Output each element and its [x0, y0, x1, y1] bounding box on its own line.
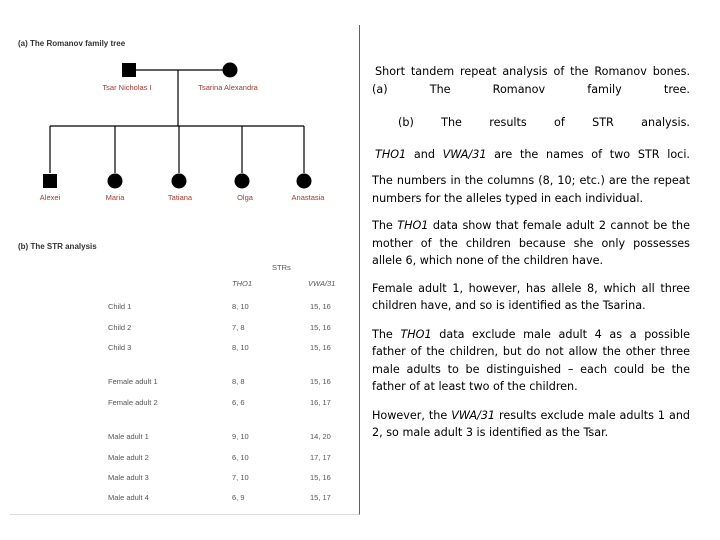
- col-header-vwa31: VWA/31: [308, 279, 336, 288]
- tho1-value: 8, 10: [232, 302, 249, 311]
- olga-symbol: [235, 174, 250, 189]
- vwa31-value: 15, 17: [310, 493, 331, 502]
- romanov-figure: [10, 25, 360, 515]
- caption-line-3: (b) The results of STR analysis.: [398, 116, 690, 129]
- male-adult-4-note: The THO1 data exclude male adult 4 as a possible father of the children, but do not allow the other three male adults to be distinguished – each could be the father of at least two of the children.: [372, 327, 690, 393]
- row-label: Child 2: [108, 323, 132, 332]
- anastasia-symbol: [297, 174, 312, 189]
- child-label-anastasia: Anastasia: [291, 193, 325, 202]
- vwa31-value: 15, 16: [310, 302, 331, 311]
- row-label: Female adult 1: [108, 377, 158, 386]
- child-label-olga: Olga: [237, 193, 253, 202]
- strs-label: STRs: [272, 263, 291, 272]
- row-label: Male adult 2: [108, 453, 149, 462]
- tho1-value: 8, 8: [232, 377, 245, 386]
- row-label: Male adult 3: [108, 473, 149, 482]
- vwa31-value: 15, 16: [310, 377, 331, 386]
- female-adult-1-note: Female adult 1, however, has allele 8, which all three children have, and so is identified as the Tsarina.: [372, 281, 690, 312]
- child-label-tatiana: Tatiana: [167, 193, 193, 202]
- tsar-label: Tsar Nicholas I: [102, 83, 152, 92]
- tho1-value: 6, 10: [232, 453, 249, 462]
- tatiana-symbol: [172, 174, 187, 189]
- tho1-value: 6, 6: [232, 398, 245, 407]
- tho1-value: 8, 10: [232, 343, 249, 352]
- tsar-identification-note: However, the VWA/31 results exclude male adults 1 and 2, so male adult 3 is identified as the Tsar.: [372, 408, 691, 439]
- tho1-value: 6, 9: [232, 493, 245, 502]
- tho1-value: 9, 10: [232, 432, 249, 441]
- child-label-maria: Maria: [105, 193, 125, 202]
- vwa31-value: 14, 20: [310, 432, 331, 441]
- row-label: Child 3: [108, 343, 132, 352]
- repeat-numbers-note: The numbers in the columns (8, 10; etc.) are the repeat numbers for the alleles typed in each individual.: [372, 174, 690, 205]
- col-header-tho1: THO1: [232, 279, 253, 288]
- row-label: Male adult 1: [108, 432, 149, 441]
- tsarina-symbol: [223, 63, 238, 78]
- female-adult-2-note: The THO1 data show that female adult 2 cannot be the mother of the children because she only possesses allele 6, which none of the children have.: [372, 219, 690, 267]
- vwa31-value: 15, 16: [310, 473, 331, 482]
- vwa31-value: 17, 17: [310, 453, 331, 462]
- row-label: Child 1: [108, 302, 132, 311]
- tsar-symbol: [122, 63, 136, 77]
- tho1-value: 7, 8: [232, 323, 245, 332]
- tsarina-label: Tsarina Alexandra: [198, 83, 258, 92]
- alexei-symbol: [43, 174, 57, 188]
- caption-line-2: (a) The Romanov family tree.: [372, 82, 690, 96]
- row-label: Male adult 4: [108, 493, 149, 502]
- maria-symbol: [108, 174, 123, 189]
- vwa31-value: 15, 16: [310, 343, 331, 352]
- caption-line-1: Short tandem repeat analysis of the Romanov bones.: [375, 65, 690, 78]
- vwa31-value: 16, 17: [310, 398, 331, 407]
- tho1-value: 7, 10: [232, 473, 249, 482]
- row-label: Female adult 2: [108, 398, 158, 407]
- part-a-heading: (a) The Romanov family tree: [18, 39, 126, 48]
- child-label-alexei: Alexei: [39, 193, 61, 202]
- caption-text: [372, 63, 690, 442]
- part-b-heading: (b) The STR analysis: [18, 242, 97, 251]
- vwa31-value: 15, 16: [310, 323, 331, 332]
- str-loci-note: THO1 and VWA/31 are the names of two STR loci.: [375, 147, 690, 161]
